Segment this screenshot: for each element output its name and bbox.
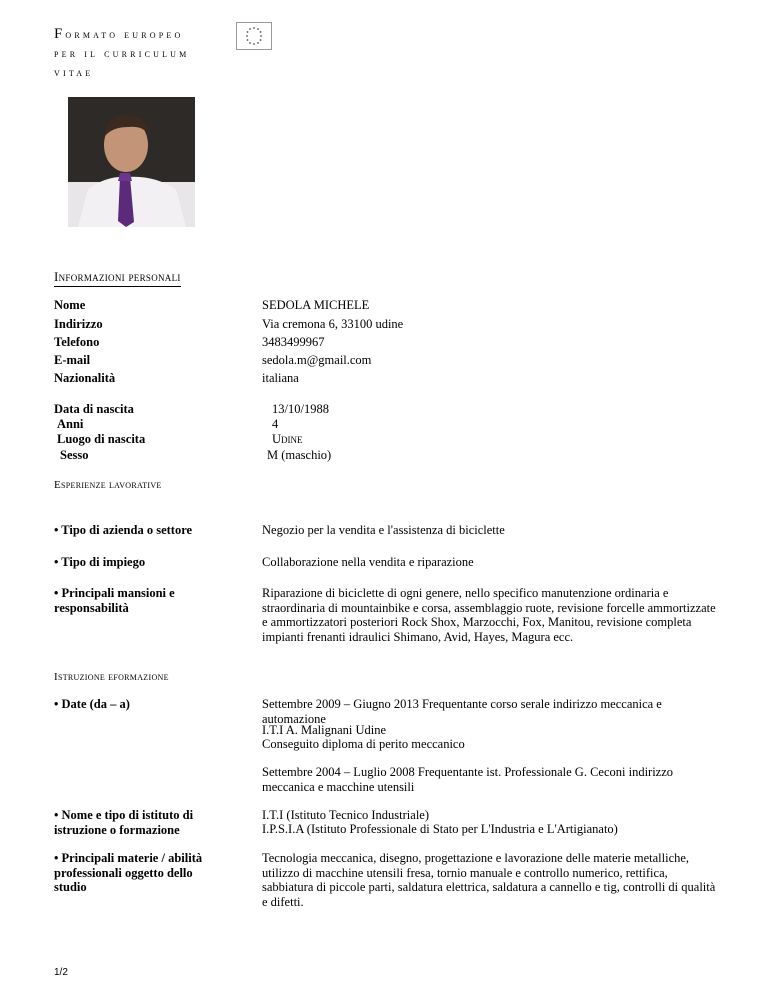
label-date: • Date (da – a) [54, 697, 130, 711]
section-title-personal: Informazioni personali [54, 269, 181, 287]
label-sesso: Sesso [60, 448, 89, 462]
value-nome: SEDOLA MICHELE [262, 298, 370, 312]
section-title-work: Esperienze lavorative [54, 479, 162, 491]
label-nome: Nome [54, 298, 86, 312]
value-date-1: Settembre 2009 – Giugno 2013 Frequentante corso serale indirizzo meccanica e automazione [262, 697, 662, 726]
label-luogo-nascita: Luogo di nascita [57, 432, 146, 446]
value-telefono: 3483499967 [262, 335, 325, 349]
value-data-nascita: 13/10/1988 [272, 402, 329, 416]
section-title-education: Istruzione eformazione [54, 671, 169, 683]
value-indirizzo: Via cremona 6, 33100 udine [262, 317, 404, 331]
value-anni: 4 [272, 417, 279, 431]
cv-format-title-line2: per il curriculum [54, 48, 190, 60]
value-sesso: M (maschio) [267, 448, 332, 462]
page-number: 1/2 [54, 967, 68, 978]
label-tipo-azienda: • Tipo di azienda o settore [54, 523, 193, 537]
label-materie: • Principali materie / abilità professionali oggetto dello studio [54, 851, 203, 894]
label-nazionalita: Nazionalità [54, 371, 116, 385]
value-nazionalita: italiana [262, 371, 299, 385]
value-tipo-azienda: Negozio per la vendita e l'assistenza di biciclette [262, 523, 505, 537]
label-tipo-impiego: • Tipo di impiego [54, 555, 146, 569]
value-date-4: Settembre 2004 – Luglio 2008 Frequentante ist. Professionale G. Ceconi indirizzo meccanica e macchine utensili [262, 765, 674, 794]
eu-flag-icon [236, 22, 272, 50]
value-materie: Tecnologia meccanica, disegno, progettazione e lavorazione delle materie metalliche, utilizzo di macchine utensili fresa, tornio manuale e controllo numerico, rettifica, sabbiatura di piccole parti, saldatura elettrica, saldatura a cannello e tig, controlli di qualità e difetti. [262, 851, 716, 909]
label-email: E-mail [54, 353, 91, 367]
label-telefono: Telefono [54, 335, 100, 349]
cv-format-title-line1: Formato europeo [54, 26, 184, 42]
value-istituto-1: I.T.I (Istituto Tecnico Industriale) [262, 808, 430, 822]
label-mansioni: • Principali mansioni e responsabilità [54, 586, 175, 615]
label-data-nascita: Data di nascita [54, 402, 134, 416]
value-mansioni: Riparazione di biciclette di ogni genere, nello specifico manutenzione ordinaria e straordinaria di mountainbike e corsa, assemblaggio ruote, revisione forcelle ammortizzate e ammortizzatori posteriori Rock Shox, Marzocchi, Fox, Manitou, revisione completa impianti frenanti idraulici Shimano, Avid, Hayes, Magura ecc. [262, 586, 716, 644]
label-anni: Anni [57, 417, 84, 431]
profile-photo [68, 97, 195, 227]
value-date-2: I.T.I A. Malignani Udine [262, 723, 387, 737]
value-tipo-impiego: Collaborazione nella vendita e riparazione [262, 555, 474, 569]
value-luogo-nascita: Udine [272, 432, 303, 446]
label-istituto: • Nome e tipo di istituto di istruzione o formazione [54, 808, 194, 837]
label-indirizzo: Indirizzo [54, 317, 103, 331]
value-istituto-2: I.P.S.I.A (Istituto Professionale di Stato per L'Industria e L'Artigianato) [262, 822, 618, 836]
value-email: sedola.m@gmail.com [262, 353, 372, 367]
cv-format-title-line3: vitae [54, 67, 94, 79]
value-date-3: Conseguito diploma di perito meccanico [262, 737, 465, 751]
